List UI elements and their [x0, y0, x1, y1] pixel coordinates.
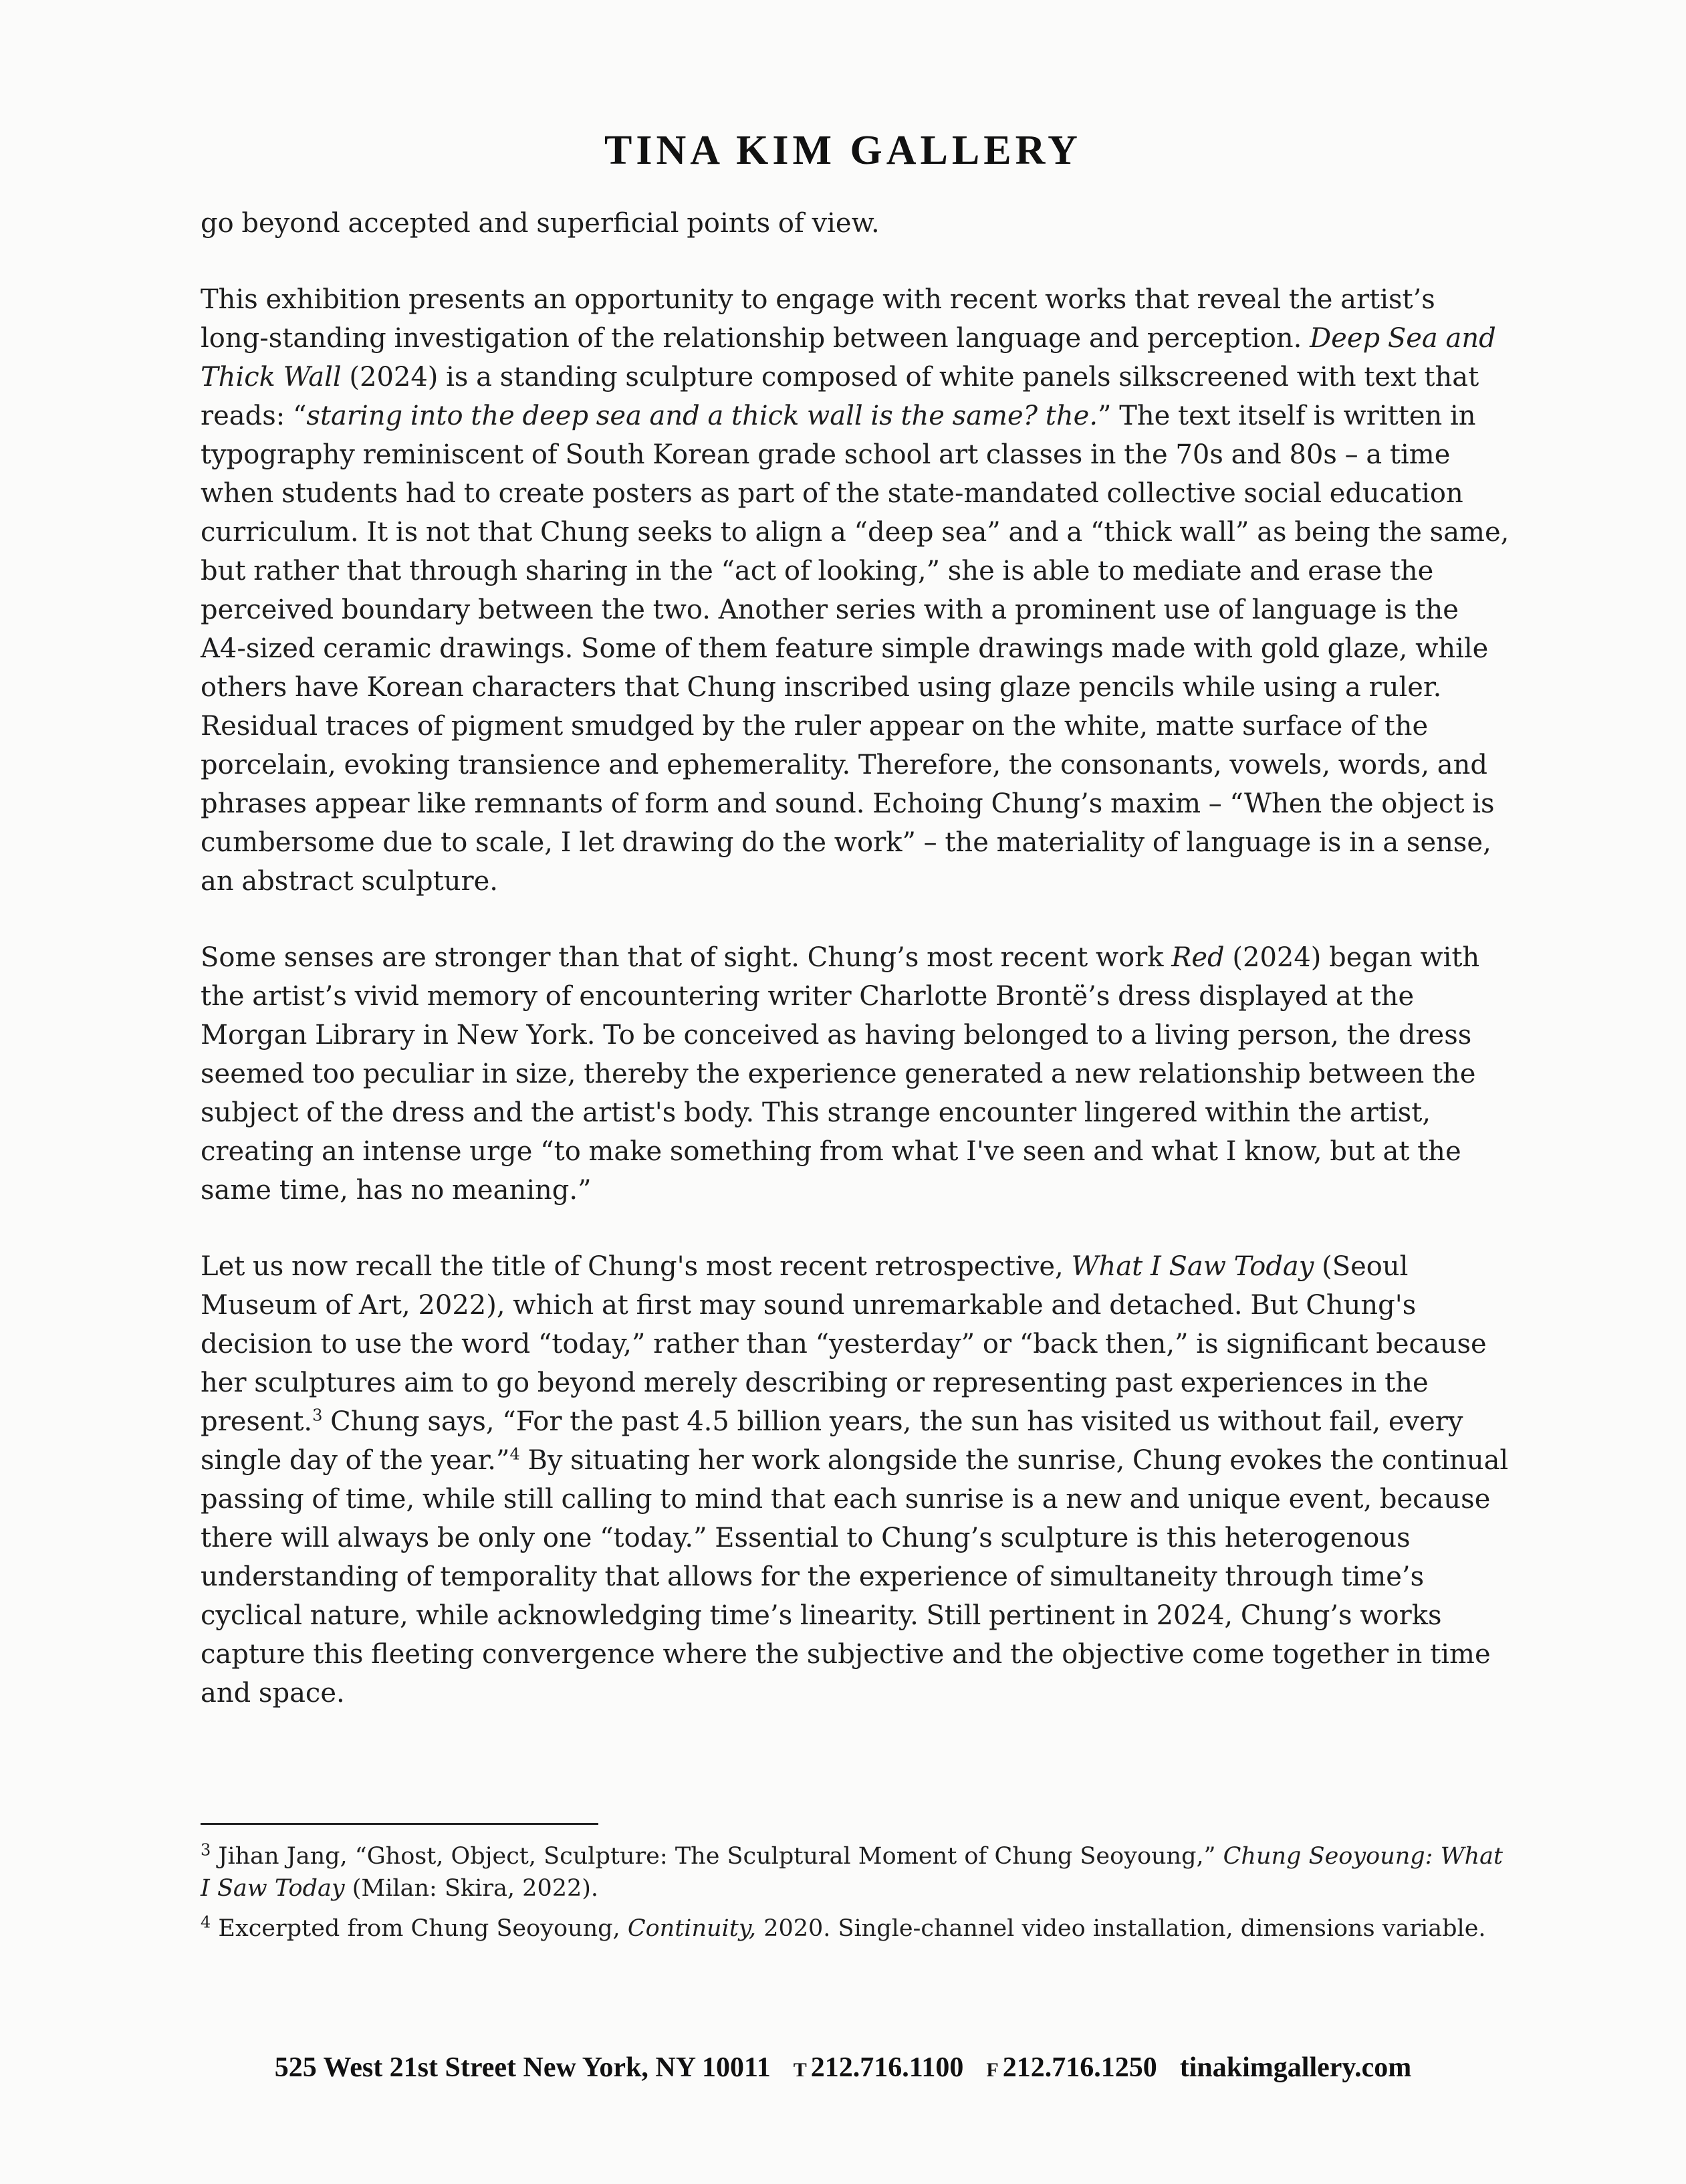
p2-text-1: This exhibition presents an opportunity to engage with recent works that reveal the artist’s long-standing investigation of the relationship between language and perception. [201, 284, 1435, 354]
p3-title-red: Red [1171, 942, 1225, 973]
p2-text-2: (2024) is a standing sculpture composed of white panels silkscreened with text that reads: “ [201, 362, 1479, 431]
telephone-label: T [793, 2059, 807, 2081]
p4-text-3: Chung says, “For the past 4.5 billion years, the sun has visited us without fail, every single day of the year.” [201, 1406, 1463, 1476]
body-text [201, 204, 1511, 1750]
footnote-3 [201, 1840, 1511, 1904]
paragraph-1: go beyond accepted and superficial points of view. [201, 208, 880, 239]
telephone-number: 212.716.1100 [810, 2052, 964, 2083]
p4-title-what-i-saw-today: What I Saw Today [1071, 1251, 1314, 1282]
footnote-text: Excerpted from Chung Seoyoung, [211, 1915, 628, 1942]
footnote-text: 2020. Single-channel video installation, dimensions variable. [756, 1915, 1486, 1942]
paragraph-2 [201, 280, 1511, 901]
footnote-number: 4 [201, 1913, 211, 1932]
p3-text-1: Some senses are stronger than that of sight. Chung’s most recent work [201, 942, 1172, 973]
p2-quote-italic: staring into the deep sea and a thick wall is the same? the. [306, 401, 1098, 431]
p3-text-2: (2024) began with the artist’s vivid memory of encountering writer Charlotte Brontë’s dress displayed at the Morgan Library in New York. To be conceived as having belonged to a living person, the dress seemed too peculiar in size, thereby the experience generated a new relationship between the subject of the dress and the artist's body. This strange encounter lingered within the artist, creating an intense urge “to make something from what I've seen and what I know, but at the same time, has no meaning.” [201, 942, 1480, 1206]
footnote-text: (Milan: Skira, 2022). [344, 1875, 599, 1902]
gallery-header: TINA KIM GALLERY [604, 128, 1082, 173]
footnotes [201, 1840, 1511, 1953]
p2-text-3: ” The text itself is written in typography reminiscent of South Korean grade school art classes in the 70s and 80s – a time when students had to create posters as part of the state-mandated collective social education curriculum. It is not that Chung seeks to align a “deep sea” and a “thick wall” as being the same, but rather that through sharing in the “act of looking,” she is able to mediate and erase the perceived boundary between the two. Another series with a prominent use of language is the A4-sized ceramic drawings. Some of them feature simple drawings made with gold glaze, while others have Korean characters that Chung inscribed using glaze pencils while using a ruler. Residual traces of pigment smudged by the ruler appear on the white, matte surface of the porcelain, evoking transience and ephemerality. Therefore, the consonants, vowels, words, and phrases appear like remnants of form and sound. Echoing Chung’s maxim – “When the object is cumbersome due to scale, I let drawing do the work” – the materiality of language is in a sense, an abstract sculpture. [201, 401, 1510, 897]
footnote-divider [201, 1823, 598, 1825]
footnote-4 [201, 1913, 1511, 1945]
fax-label: F [986, 2059, 999, 2081]
footnote-ref-3: 3 [312, 1406, 323, 1425]
fax-number: 212.716.1250 [1002, 2052, 1157, 2083]
footnote-number: 3 [201, 1840, 211, 1860]
footnote-text: Jihan Jang, “Ghost, Object, Sculpture: The Sculptural Moment of Chung Seoyoung,” [211, 1843, 1223, 1870]
paragraph-3 [201, 938, 1511, 1210]
paragraph-4 [201, 1247, 1511, 1713]
footer-address: 525 West 21st Street New York, NY 10011 [274, 2052, 771, 2083]
footnote-book-title: Chung Seoyoung: What I Saw Today [201, 1843, 1503, 1902]
p4-text-1: Let us now recall the title of Chung's most recent retrospective, [201, 1251, 1072, 1282]
footnote-work-title: Continuity, [627, 1915, 757, 1942]
p4-text-2: (Seoul Museum of Art, 2022), which at first may sound unremarkable and detached. But Chung's decision to use the word “today,” rather than “yesterday” or “back then,” is significant because her sculptures aim to go beyond merely describing or representing past experiences in the present. [201, 1251, 1487, 1437]
p2-title-deep-sea: Deep Sea and Thick Wall [201, 323, 1496, 393]
website-link[interactable]: tinakimgallery.com [1179, 2052, 1412, 2083]
footnote-ref-4: 4 [509, 1444, 520, 1464]
p4-text-4: By situating her work alongside the sunrise, Chung evokes the continual passing of time, while still calling to mind that each sunrise is a new and unique event, because there will always be only one “today.” Essential to Chung’s sculpture is this heterogenous understanding of temporality that allows for the experience of simultaneity through time’s cyclical nature, while acknowledging time’s linearity. Still pertinent in 2024, Chung’s works capture this fleeting convergence where the subjective and the objective come together in time and space. [201, 1445, 1509, 1709]
gallery-footer [0, 2052, 1686, 2084]
